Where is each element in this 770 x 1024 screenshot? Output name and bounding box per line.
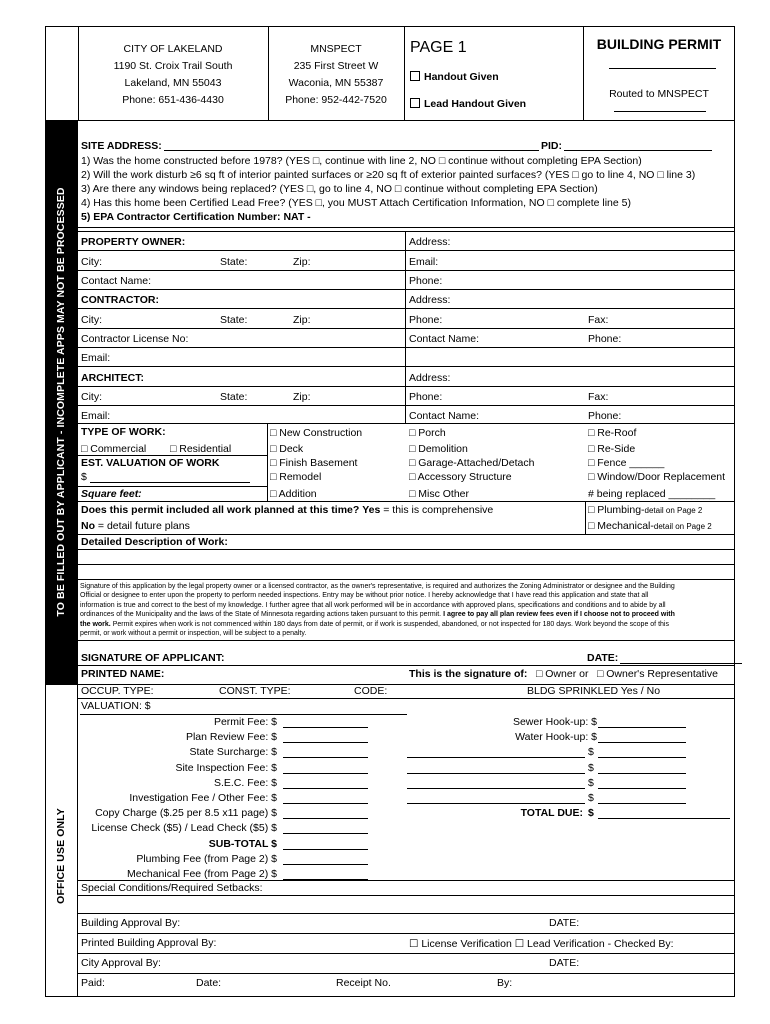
work-remodel[interactable]: □ Remodel bbox=[270, 471, 322, 483]
epa-question-1: 1) Was the home constructed before 1978? (YES □, continue with line 2, NO □ continue without completing EPA Section) bbox=[81, 155, 642, 167]
occupancy-type-label: OCCUP. TYPE: bbox=[81, 685, 154, 697]
applicant-side-label: TO BE FILLED OUT BY APPLICANT - INCOMPLETE APPS MAY NOT BE PROCESSED bbox=[55, 187, 67, 617]
work-finish-basement[interactable]: □ Finish Basement bbox=[270, 457, 358, 469]
architect-email-label: Email: bbox=[81, 410, 111, 422]
legal-line-4-bold: I agree to pay all plan review fees even if I choose not to proceed with bbox=[443, 611, 675, 618]
type-of-work-label: TYPE OF WORK: bbox=[81, 426, 166, 438]
fee-sewer-hookup: Sewer Hook-up: $ bbox=[512, 716, 597, 728]
legal-line-5: Permit expires when work is not commenced within 180 days from date of permit, or if work is suspended, abandoned, or not inspected for 180 days. Work beyond the scope of this bbox=[112, 621, 669, 628]
paid-label: Paid: bbox=[81, 977, 105, 989]
square-feet-label: Square feet: bbox=[81, 488, 142, 500]
applicant-side-bar bbox=[45, 120, 78, 684]
mechanical-checkbox[interactable]: □ Mechanical-detail on Page 2 bbox=[588, 520, 712, 532]
legal-line-3: information is true and correct to the best of my knowledge. I further agree that all work performed will be in accordance with approved plans, specifications and conditions and to abide by all bbox=[80, 602, 666, 609]
city-phone: Phone: 651-436-4430 bbox=[122, 94, 224, 106]
architect-city-label: City: bbox=[81, 391, 102, 403]
fee-mechanical: Mechanical Fee (from Page 2) $ bbox=[127, 868, 277, 880]
work-re-roof[interactable]: □ Re-Roof bbox=[588, 427, 637, 439]
owner-contact-label: Contact Name: bbox=[81, 275, 152, 287]
epa-question-3: 3) Are there any windows being replaced? (YES □, go to line 4, NO □ continue without completing EPA Section) bbox=[81, 183, 598, 195]
site-address-field[interactable] bbox=[164, 150, 539, 151]
epa-question-2: 2) Will the work disturb ≥6 sq ft of interior painted surfaces or ≥20 sq ft of exterior painted surfaces? (YES □ go to line 4, NO □ line 3) bbox=[81, 169, 696, 181]
lead-handout-checkbox[interactable]: Lead Handout Given bbox=[410, 98, 526, 110]
signature-of-label: This is the signature of: bbox=[409, 668, 528, 680]
city-approval-date: DATE: bbox=[549, 957, 580, 969]
receipt-label: Receipt No. bbox=[336, 977, 391, 989]
architect-fax-label: Fax: bbox=[588, 391, 609, 403]
mnspect-street: 235 First Street W bbox=[293, 60, 379, 72]
comprehensive-yes: Yes bbox=[362, 504, 381, 516]
contractor-phone-label: Phone: bbox=[409, 314, 443, 326]
valuation-field[interactable] bbox=[90, 482, 250, 483]
legal-line-5-bold: the work. bbox=[80, 621, 111, 628]
fee-plan-review: Plan Review Fee: $ bbox=[185, 731, 277, 743]
legal-line-1: Signature of this application by the legal property owner or a licensed contractor, as the owner's representative, is required and authorizes the Zoning Administrator or designee and the Building bbox=[80, 583, 675, 590]
epa-question-5: 5) EPA Contractor Certification Number: NAT - bbox=[81, 211, 311, 223]
special-conditions-label: Special Conditions/Required Setbacks: bbox=[81, 882, 263, 894]
owner-address-label: Address: bbox=[409, 236, 451, 248]
form-title: BUILDING PERMIT bbox=[596, 36, 722, 52]
fee-blank-4: $ bbox=[588, 792, 594, 804]
comprehensive-no: No bbox=[81, 520, 95, 532]
work-new-construction[interactable]: □ New Construction bbox=[270, 427, 363, 439]
contractor-license-label: Contractor License No: bbox=[81, 333, 189, 345]
page-label: PAGE 1 bbox=[410, 39, 467, 56]
fee-blank-2: $ bbox=[588, 762, 594, 774]
mnspect-name: MNSPECT bbox=[310, 43, 362, 55]
signature-label: SIGNATURE OF APPLICANT: bbox=[81, 652, 225, 664]
city-street: 1190 St. Croix Trail South bbox=[113, 60, 233, 72]
total-due-label: TOTAL DUE: bbox=[520, 807, 583, 819]
building-approval-label: Building Approval By: bbox=[81, 917, 181, 929]
fee-blank-1: $ bbox=[588, 746, 594, 758]
architect-label: ARCHITECT: bbox=[81, 372, 144, 384]
contractor-zip-label: Zip: bbox=[293, 314, 311, 326]
construction-type-label: CONST. TYPE: bbox=[219, 685, 291, 697]
work-window-door[interactable]: □ Window/Door Replacement bbox=[588, 471, 726, 483]
fee-permit: Permit Fee: $ bbox=[213, 716, 277, 728]
fee-water-hookup: Water Hook-up: $ bbox=[515, 731, 597, 743]
work-misc-other[interactable]: □ Misc Other bbox=[409, 488, 470, 500]
contractor-state-label: State: bbox=[220, 314, 248, 326]
fee-license-check: License Check ($5) / Lead Check ($5) $ bbox=[91, 822, 277, 834]
contractor-label: CONTRACTOR: bbox=[81, 294, 159, 306]
work-fence[interactable]: □ Fence ______ bbox=[588, 457, 665, 469]
fee-plumbing: Plumbing Fee (from Page 2) $ bbox=[136, 853, 277, 865]
description-label: Detailed Description of Work: bbox=[81, 536, 228, 548]
mnspect-town: Waconia, MN 55387 bbox=[288, 77, 384, 89]
work-re-side[interactable]: □ Re-Side bbox=[588, 443, 636, 455]
handout-checkbox[interactable]: Handout Given bbox=[410, 71, 499, 83]
work-addition[interactable]: □ Addition bbox=[270, 488, 317, 500]
contractor-email-label: Email: bbox=[81, 352, 111, 364]
fee-sec: S.E.C. Fee: $ bbox=[213, 777, 277, 789]
architect-state-label: State: bbox=[220, 391, 248, 403]
owner-email-label: Email: bbox=[409, 256, 439, 268]
contractor-address-label: Address: bbox=[409, 294, 451, 306]
paid-date-label: Date: bbox=[196, 977, 222, 989]
fee-copy-charge: Copy Charge ($.25 per 8.5 x11 page) $ bbox=[95, 807, 277, 819]
commercial-checkbox[interactable]: □ Commercial bbox=[81, 443, 147, 455]
contractor-contact-label: Contact Name: bbox=[409, 333, 480, 345]
comprehensive-question: Does this permit included all work planned at this time? bbox=[81, 504, 360, 516]
pid-label: PID: bbox=[541, 140, 562, 152]
architect-phone2-label: Phone: bbox=[588, 410, 622, 422]
routed-label: Routed to MNSPECT bbox=[609, 88, 709, 100]
paid-by-label: By: bbox=[497, 977, 513, 989]
work-garage[interactable]: □ Garage-Attached/Detach bbox=[409, 457, 535, 469]
fee-site-inspection: Site Inspection Fee: $ bbox=[175, 762, 277, 774]
printed-approval-label: Printed Building Approval By: bbox=[81, 937, 217, 949]
property-owner-label: PROPERTY OWNER: bbox=[81, 236, 186, 248]
architect-zip-label: Zip: bbox=[293, 391, 311, 403]
signature-date-label: DATE: bbox=[587, 652, 619, 664]
epa-question-4: 4) Has this home been Certified Lead Free? (YES □, you MUST Attach Certification Information, NO □ complete line 5) bbox=[81, 197, 631, 209]
work-porch[interactable]: □ Porch bbox=[409, 427, 446, 439]
contractor-city-label: City: bbox=[81, 314, 102, 326]
valuation-label: EST. VALUATION OF WORK bbox=[81, 457, 220, 469]
legal-line-2: Official or designee to enter upon the property to perform needed inspections. Entry may be without prior notice. I hereby acknowledge that I have read this application and state that all bbox=[80, 592, 649, 599]
contractor-fax-label: Fax: bbox=[588, 314, 609, 326]
verification-checkboxes[interactable]: ☐ License Verification ☐ Lead Verification - Checked By: bbox=[409, 938, 674, 950]
city-approval-label: City Approval By: bbox=[81, 957, 161, 969]
legal-line-4: ordinances of the Municipality and the laws of the State of Minnesota regarding actions taken pursuant to this permit. bbox=[80, 611, 442, 618]
valuation-office-label: VALUATION: $ bbox=[81, 700, 151, 712]
pid-field[interactable] bbox=[564, 150, 712, 151]
city-name: CITY OF LAKELAND bbox=[123, 43, 223, 55]
legal-line-6: permit, or work without a permit or inspection, will be subject to a penalty. bbox=[80, 630, 307, 637]
contractor-phone2-label: Phone: bbox=[588, 333, 622, 345]
code-label: CODE: bbox=[354, 685, 388, 697]
work-being-replaced: # being replaced ________ bbox=[588, 488, 716, 500]
owner-zip-label: Zip: bbox=[293, 256, 311, 268]
fee-blank-3: $ bbox=[588, 777, 594, 789]
valuation-dollar: $ bbox=[81, 471, 87, 483]
sprinkled-label: BLDG SPRINKLED Yes / No bbox=[527, 685, 661, 697]
work-demolition[interactable]: □ Demolition bbox=[409, 443, 468, 455]
mnspect-phone: Phone: 952-442-7520 bbox=[285, 94, 387, 106]
fee-subtotal: SUB-TOTAL $ bbox=[208, 838, 277, 850]
residential-checkbox[interactable]: □ Residential bbox=[170, 443, 232, 455]
office-side-bar bbox=[45, 684, 78, 997]
city-town: Lakeland, MN 55043 bbox=[124, 77, 222, 89]
fee-investigation: Investigation Fee / Other Fee: $ bbox=[129, 792, 277, 804]
fee-state-surcharge: State Surcharge: $ bbox=[189, 746, 277, 758]
building-approval-date: DATE: bbox=[549, 917, 580, 929]
owner-phone-label: Phone: bbox=[409, 275, 443, 287]
owner-state-label: State: bbox=[220, 256, 248, 268]
site-address-label: SITE ADDRESS: bbox=[81, 140, 162, 152]
office-side-label: OFFICE USE ONLY bbox=[55, 808, 67, 904]
architect-contact-label: Contact Name: bbox=[409, 410, 480, 422]
architect-phone-label: Phone: bbox=[409, 391, 443, 403]
comprehensive-yes-text: = this is comprehensive bbox=[383, 504, 494, 516]
architect-address-label: Address: bbox=[409, 372, 451, 384]
plumbing-checkbox[interactable]: □ Plumbing-detail on Page 2 bbox=[588, 504, 703, 516]
work-accessory[interactable]: □ Accessory Structure bbox=[409, 471, 512, 483]
owner-city-label: City: bbox=[81, 256, 102, 268]
signature-date-field[interactable] bbox=[620, 663, 742, 664]
printed-name-label: PRINTED NAME: bbox=[81, 668, 165, 680]
owner-checkbox[interactable]: □ Owner or bbox=[536, 668, 589, 680]
total-due-dollar: $ bbox=[588, 807, 594, 819]
comprehensive-no-text: = detail future plans bbox=[97, 520, 190, 532]
owner-rep-checkbox[interactable]: □ Owner's Representative bbox=[597, 668, 718, 680]
work-deck[interactable]: □ Deck bbox=[270, 443, 304, 455]
